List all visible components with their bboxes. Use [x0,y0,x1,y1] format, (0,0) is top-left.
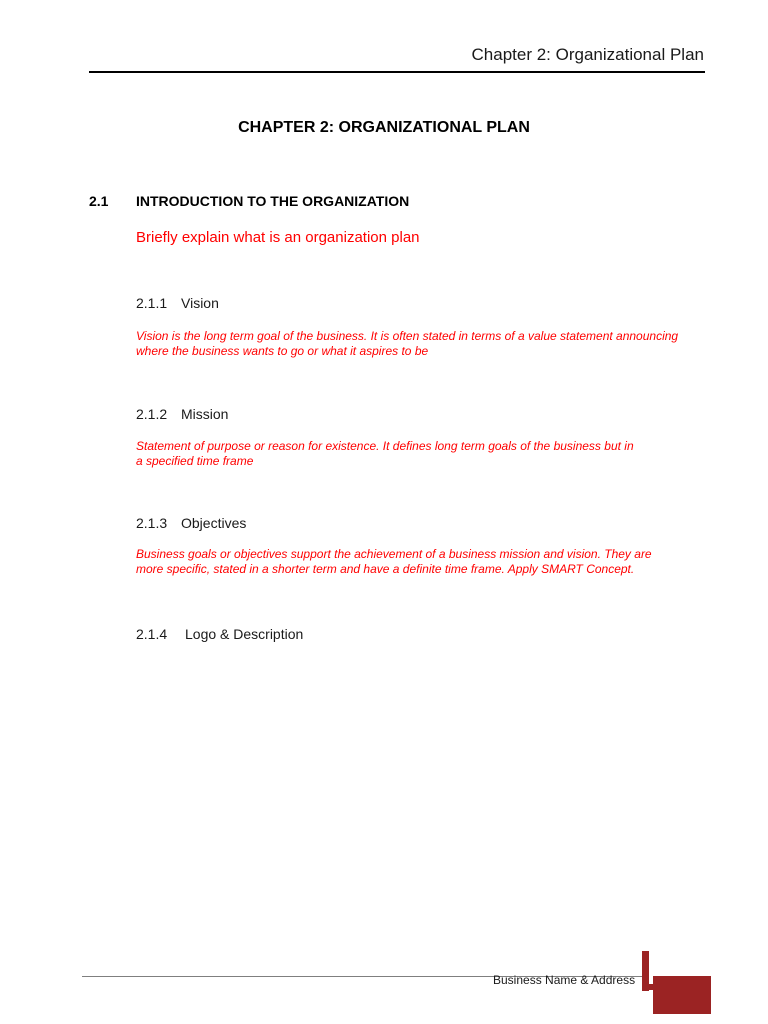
subsection-number: 2.1.2 [136,406,168,422]
subsection-title: Vision [181,295,219,311]
subsection-title: Mission [181,406,229,422]
description-line: more specific, stated in a shorter term and have a definite time frame. Apply SMART Concept. [136,562,635,576]
chapter-title: CHAPTER 2: ORGANIZATIONAL PLAN [238,119,530,136]
footer-accent-bar [642,951,649,991]
subsection-description [136,329,716,359]
header-rule [89,71,705,73]
description-line: where the business wants to go or what it aspires to be [136,344,429,358]
subsection-title: Logo & Description [185,626,304,642]
footer-text: Business Name & Address [493,973,636,987]
header-title: Chapter 2: Organizational Plan [471,45,704,64]
subsection-number: 2.1.3 [136,515,168,531]
description-line: Statement of purpose or reason for existence. It defines long term goals of the business but in [136,439,634,453]
description-line: a specified time frame [136,454,254,468]
subsection-title: Objectives [181,515,247,531]
subsection-description [136,439,716,469]
footer-accent-block [653,976,711,1014]
section-title: INTRODUCTION TO THE ORGANIZATION [136,193,410,209]
section-number: 2.1 [89,193,109,209]
subsection-number: 2.1.4 [136,626,168,642]
description-line: Business goals or objectives support the achievement of a business mission and vision. They are [136,547,652,561]
section-note: Briefly explain what is an organization plan [136,229,420,246]
subsection-number: 2.1.1 [136,295,168,311]
description-line: Vision is the long term goal of the business. It is often stated in terms of a value statement announcing [136,329,679,343]
subsection-description [136,547,716,577]
